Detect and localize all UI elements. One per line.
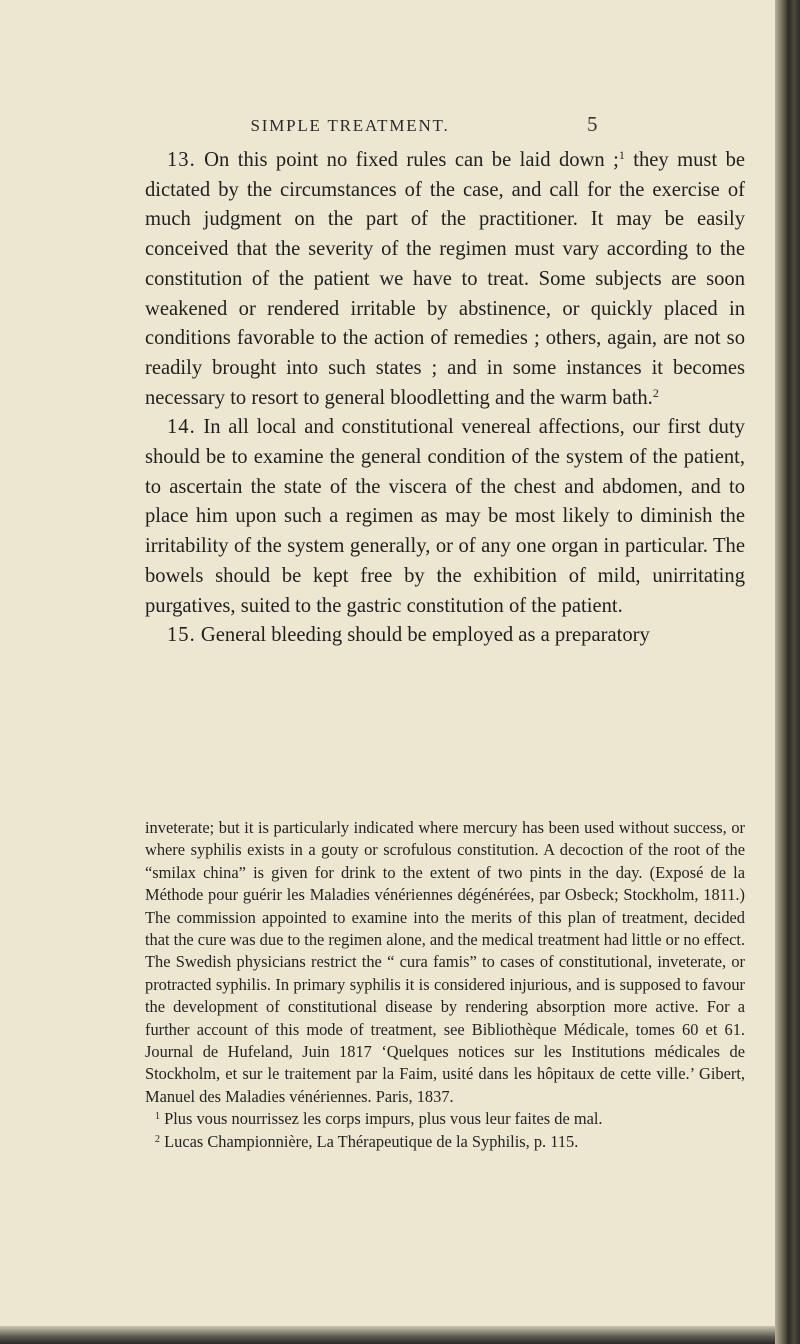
paragraph-text: On this point no fixed rules can be laid down ; bbox=[204, 149, 619, 171]
paragraph-14 bbox=[145, 413, 745, 621]
running-head bbox=[0, 112, 775, 140]
paragraph-text: In all local and constitutional venereal affections, our first duty should be to examine the general condition of the system of the patient, to ascertain the state of the viscera of the chest and abdomen, and to place him upon such a regimen as may be most likely to diminish the irritability of the system generally, or of any one organ in particular. The bowels should be kept free by the exhibition of mild, unirritating purgatives, suited to the gastric constitution of the patient. bbox=[145, 416, 745, 617]
footnote-ref: 1 bbox=[618, 148, 625, 162]
footnote-ref: 2 bbox=[652, 385, 659, 400]
page-bottom-shadow bbox=[0, 1326, 775, 1344]
main-text bbox=[145, 146, 745, 651]
paragraph-number: 13. bbox=[167, 149, 196, 171]
footnote-marker: 1 bbox=[155, 1111, 160, 1123]
page-number: 5 bbox=[587, 112, 598, 136]
footnote-continuation: inveterate; but it is particularly indicated where mercury has been used without success, or where syphilis exists in a gouty or scrofulous constitution. A decoction of the root of the “smilax china” is given for drink to the extent of two pints in the day. (Exposé de la Méthode pour guérir les Maladies vénériennes dégénérées, par Osbeck; Stockholm, 1811.) The commission appointed to examine into the merits of this plan of treatment, decided that the cure was due to the regimen alone, and the medical treatment had little or no effect. The Swedish physicians restrict the “ cura famis” to cases of constitutional, inveterate, or protracted syphilis. In primary syphilis it is considered injurious, and is supposed to favour the development of constitutional disease by rendering absorption more active. For a further account of this mode of treatment, see Bibliothèque Médicale, tomes 60 et 61. Journal de Hufeland, Juin 1817 ‘Quelques notices sur les Institutions médicales de Stockholm, et sur le traitement par la Faim, usité dans les hôpitaux de cette ville.’ Gibert, Manuel des Maladies vénériennes. Paris, 1837. bbox=[145, 818, 745, 1106]
running-title: SIMPLE TREATMENT. bbox=[250, 116, 450, 135]
footnotes-block bbox=[145, 817, 745, 1153]
footnote-marker: 2 bbox=[155, 1133, 160, 1145]
footnote-1 bbox=[145, 1108, 745, 1130]
paragraph-number: 14. bbox=[167, 416, 196, 439]
page-edge-shadow bbox=[775, 0, 800, 1344]
paragraph-text: they must be dictated by the circumstances of the case, and call for the exercise of much judgment on the part of the practitioner. It may be easily conceived that the severity of the regimen must vary according to the constitution of the patient we have to treat. Some subjects are soon weakened or rendered irritable by abstinence, or quickly placed in conditions favorable to the action of remedies ; others, again, are not so readily brought into such states ; and in some instances it becomes necessary to resort to general bloodletting and the warm bath. bbox=[145, 149, 746, 409]
footnote-2 bbox=[145, 1131, 745, 1153]
footnote-text: Lucas Championnière, La Thérapeutique de la Syphilis, p. 115. bbox=[164, 1131, 579, 1151]
footnote-text: Plus vous nourrissez les corps impurs, plus vous leur faites de mal. bbox=[164, 1109, 603, 1129]
paragraph-number: 15. bbox=[167, 624, 196, 647]
paragraph-15 bbox=[145, 621, 745, 651]
paragraph-13 bbox=[145, 146, 745, 413]
paragraph-text: General bleeding should be employed as a preparatory bbox=[200, 624, 650, 647]
